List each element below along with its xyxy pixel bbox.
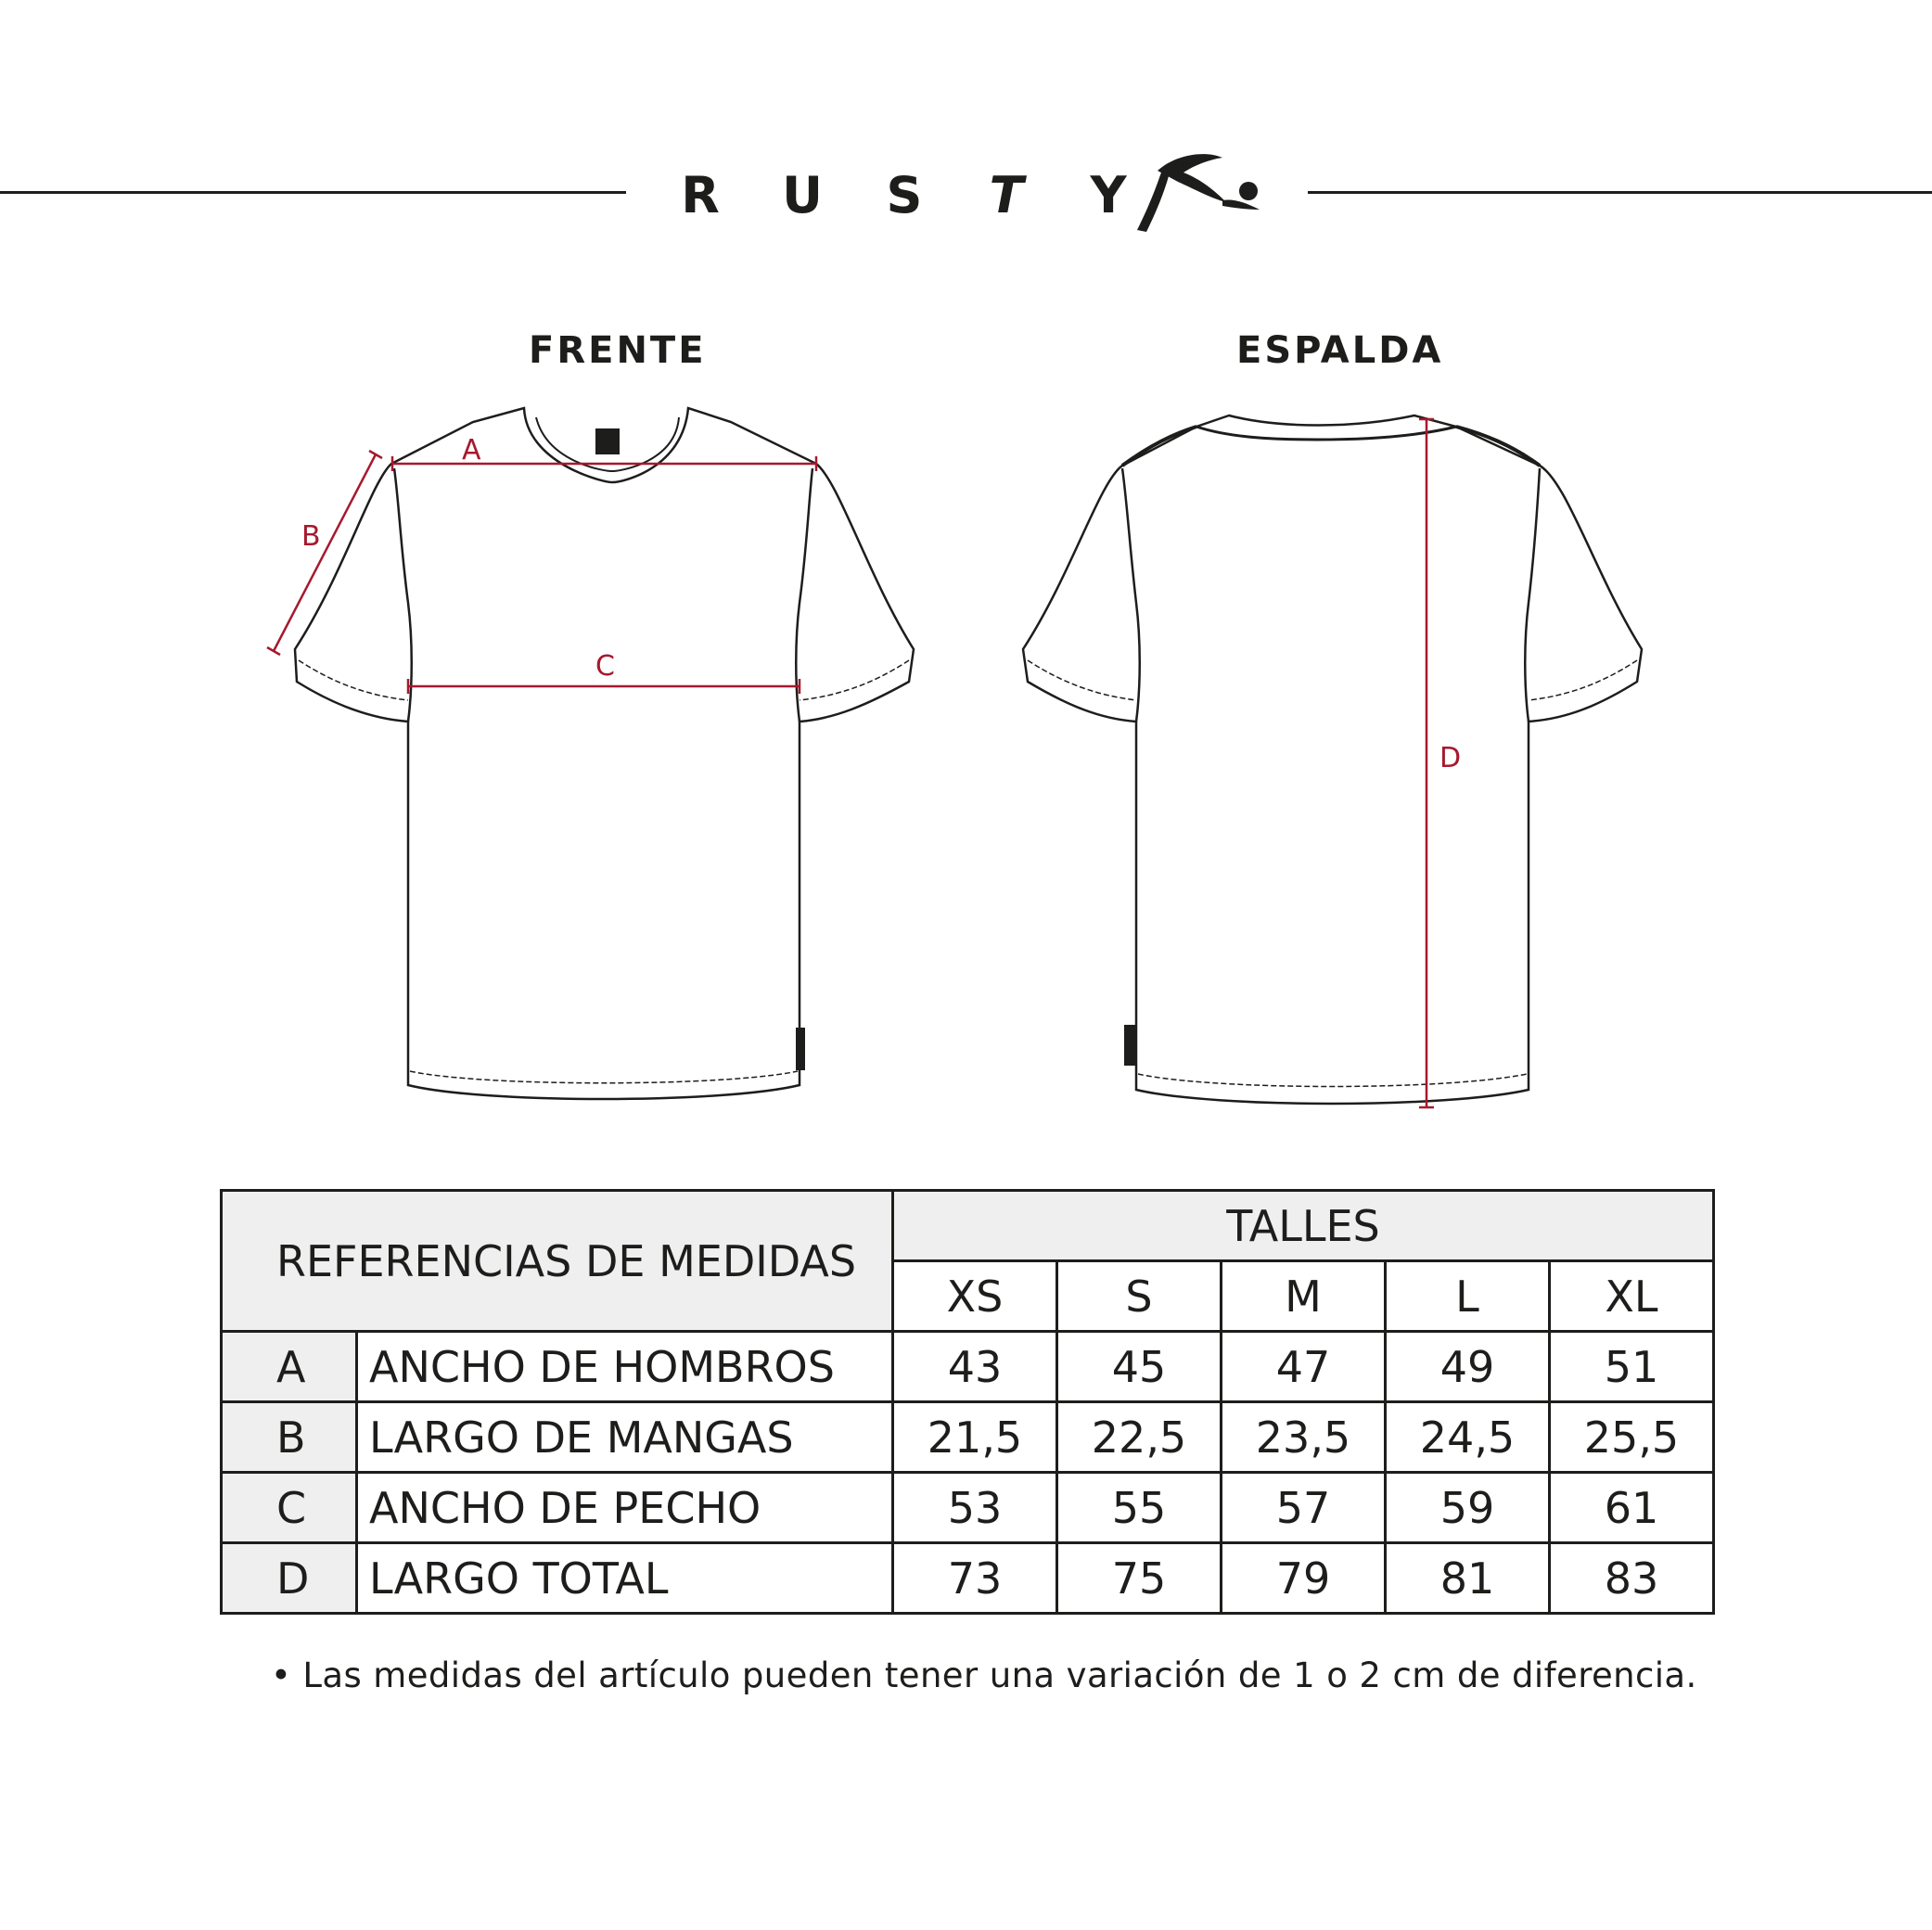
- brand-letter: Y: [1090, 165, 1127, 224]
- row-letter: A: [222, 1332, 357, 1402]
- row-value: 59: [1386, 1473, 1550, 1543]
- row-value: 61: [1550, 1473, 1714, 1543]
- row-label: ANCHO DE PECHO: [357, 1473, 893, 1543]
- table-row: [222, 1332, 1714, 1402]
- row-letter: B: [222, 1402, 357, 1473]
- row-letter: C: [222, 1473, 357, 1543]
- brand-letter: T: [989, 165, 1024, 224]
- row-value: 79: [1222, 1543, 1386, 1614]
- size-chart-table: [220, 1189, 1715, 1615]
- measure-label-d: D: [1439, 742, 1462, 774]
- measure-label-a: A: [462, 434, 481, 467]
- row-label: ANCHO DE HOMBROS: [357, 1332, 893, 1402]
- table-header-row: [222, 1191, 1714, 1261]
- size-header-cell: S: [1057, 1261, 1222, 1332]
- row-value: 55: [1057, 1473, 1222, 1543]
- row-value: 22,5: [1057, 1402, 1222, 1473]
- row-value: 23,5: [1222, 1402, 1386, 1473]
- row-value: 51: [1550, 1332, 1714, 1402]
- table-row: [222, 1543, 1714, 1614]
- row-value: 83: [1550, 1543, 1714, 1614]
- row-value: 81: [1386, 1543, 1550, 1614]
- front-view-title: FRENTE: [529, 329, 707, 372]
- row-value: 45: [1057, 1332, 1222, 1402]
- front-measure-lines: [267, 451, 816, 694]
- row-label: LARGO DE MANGAS: [357, 1402, 893, 1473]
- back-view-title: ESPALDA: [1236, 329, 1444, 372]
- row-value: 57: [1222, 1473, 1386, 1543]
- row-letter: D: [222, 1543, 357, 1614]
- measure-label-b: B: [301, 520, 321, 553]
- size-header-cell: M: [1222, 1261, 1386, 1332]
- row-value: 53: [893, 1473, 1057, 1543]
- back-tshirt-outline: [1023, 415, 1642, 1104]
- brand-letter: U: [782, 165, 823, 224]
- front-neck-label-icon: [595, 428, 620, 454]
- back-measure-lines: [1419, 419, 1434, 1107]
- size-header-cell: XS: [893, 1261, 1057, 1332]
- table-header-sizes: TALLES: [893, 1191, 1714, 1261]
- footnote: • Las medidas del artículo pueden tener una variación de 1 o 2 cm de diferencia.: [271, 1655, 1697, 1695]
- measure-label-c: C: [595, 650, 615, 683]
- row-value: 73: [893, 1543, 1057, 1614]
- measure-line-b: [274, 454, 376, 651]
- front-tshirt-outline: [295, 408, 914, 1099]
- row-value: 49: [1386, 1332, 1550, 1402]
- row-label: LARGO TOTAL: [357, 1543, 893, 1614]
- size-header-cell: XL: [1550, 1261, 1714, 1332]
- row-value: 21,5: [893, 1402, 1057, 1473]
- front-side-tag-icon: [796, 1028, 805, 1070]
- size-header-cell: L: [1386, 1261, 1550, 1332]
- row-value: 47: [1222, 1332, 1386, 1402]
- table-row: [222, 1473, 1714, 1543]
- brand-letter: S: [886, 165, 923, 224]
- table-row: [222, 1402, 1714, 1473]
- brand-letter: R: [681, 165, 720, 224]
- row-value: 24,5: [1386, 1402, 1550, 1473]
- row-value: 25,5: [1550, 1402, 1714, 1473]
- row-value: 75: [1057, 1543, 1222, 1614]
- table-header-reference: REFERENCIAS DE MEDIDAS: [222, 1191, 893, 1332]
- back-side-tag-icon: [1124, 1025, 1137, 1066]
- row-value: 43: [893, 1332, 1057, 1402]
